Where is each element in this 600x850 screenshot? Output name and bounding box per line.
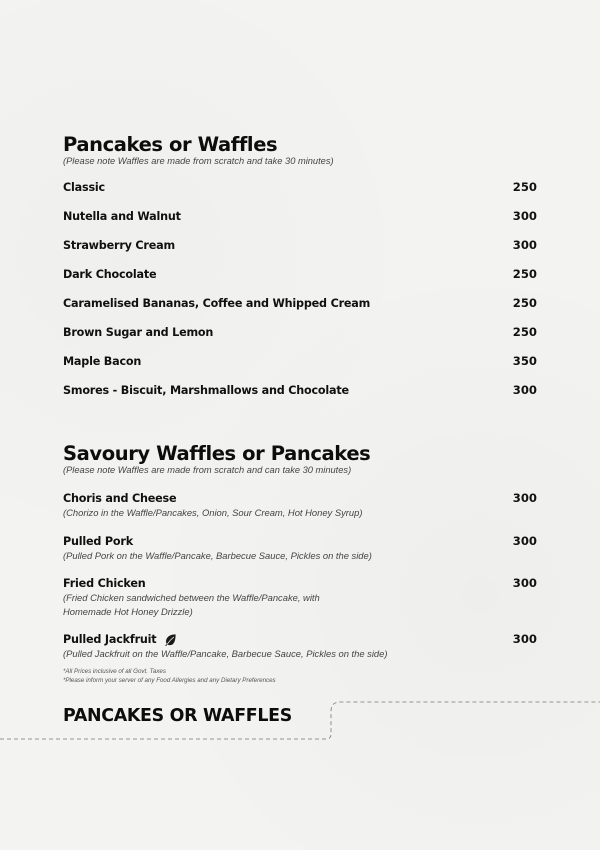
menu-item: [63, 383, 537, 397]
section-note-pancakes: (Please note Waffles are made from scratch and take 30 minutes): [63, 156, 334, 166]
footnote-allergies: *Please inform your server of any Food Allergies and any Dietary Preferences: [63, 677, 276, 684]
section-note-savoury: (Please note Waffles are made from scratch and can take 30 minutes): [63, 465, 352, 475]
item-description: (Fried Chicken sandwiched between the Waffle/Pancake, with: [63, 592, 320, 603]
item-name: Brown Sugar and Lemon: [63, 325, 214, 339]
item-price: 300: [512, 576, 537, 590]
menu-item: [63, 576, 537, 618]
item-price: 250: [512, 325, 537, 339]
item-name: Strawberry Cream: [63, 238, 175, 252]
item-name: Pulled Pork: [63, 534, 133, 548]
menu-item: [63, 209, 537, 223]
menu-item: [63, 296, 537, 310]
section-title-pancakes: Pancakes or Waffles: [63, 133, 278, 156]
footer-title: PANCAKES OR WAFFLES: [63, 706, 292, 726]
item-name: Dark Chocolate: [63, 267, 157, 281]
item-price: 250: [512, 296, 537, 310]
section-title-savoury: Savoury Waffles or Pancakes: [63, 442, 371, 465]
item-name: Fried Chicken: [63, 576, 146, 590]
menu-item: [63, 534, 537, 563]
item-description: (Chorizo in the Waffle/Pancakes, Onion, Sour Cream, Hot Honey Syrup): [63, 507, 363, 518]
item-price: 250: [512, 180, 537, 194]
leaf-icon: [164, 633, 177, 646]
item-price: 250: [512, 267, 537, 281]
menu-item: [63, 354, 537, 368]
item-price: 350: [512, 354, 537, 368]
item-name: Smores - Biscuit, Marshmallows and Chocolate: [63, 383, 349, 397]
item-name: Caramelised Bananas, Coffee and Whipped Cream: [63, 296, 371, 310]
item-price: 300: [512, 534, 537, 548]
menu-item: [63, 632, 537, 661]
item-price: 300: [512, 491, 537, 505]
item-description: Homemade Hot Honey Drizzle): [63, 605, 193, 617]
item-name-wrap: [63, 633, 177, 646]
menu-item: [63, 267, 537, 281]
item-price: 300: [512, 632, 537, 646]
menu-item: [63, 180, 537, 194]
menu-item: [63, 491, 537, 520]
menu-item: [63, 238, 537, 252]
item-name: Maple Bacon: [63, 354, 142, 368]
item-name: Pulled Jackfruit: [63, 632, 157, 646]
item-description: (Pulled Jackfruit on the Waffle/Pancake, Barbecue Sauce, Pickles on the side): [63, 648, 388, 659]
item-price: 300: [512, 209, 537, 223]
item-name: Classic: [63, 180, 105, 194]
item-price: 300: [512, 238, 537, 252]
footnote-taxes: *All Prices inclusive of all Govt. Taxes: [63, 668, 166, 675]
item-description: (Pulled Pork on the Waffle/Pancake, Barbecue Sauce, Pickles on the side): [63, 550, 372, 561]
item-price: 300: [512, 383, 537, 397]
item-name: Nutella and Walnut: [63, 209, 181, 223]
item-name: Choris and Cheese: [63, 491, 177, 505]
menu-item: [63, 325, 537, 339]
